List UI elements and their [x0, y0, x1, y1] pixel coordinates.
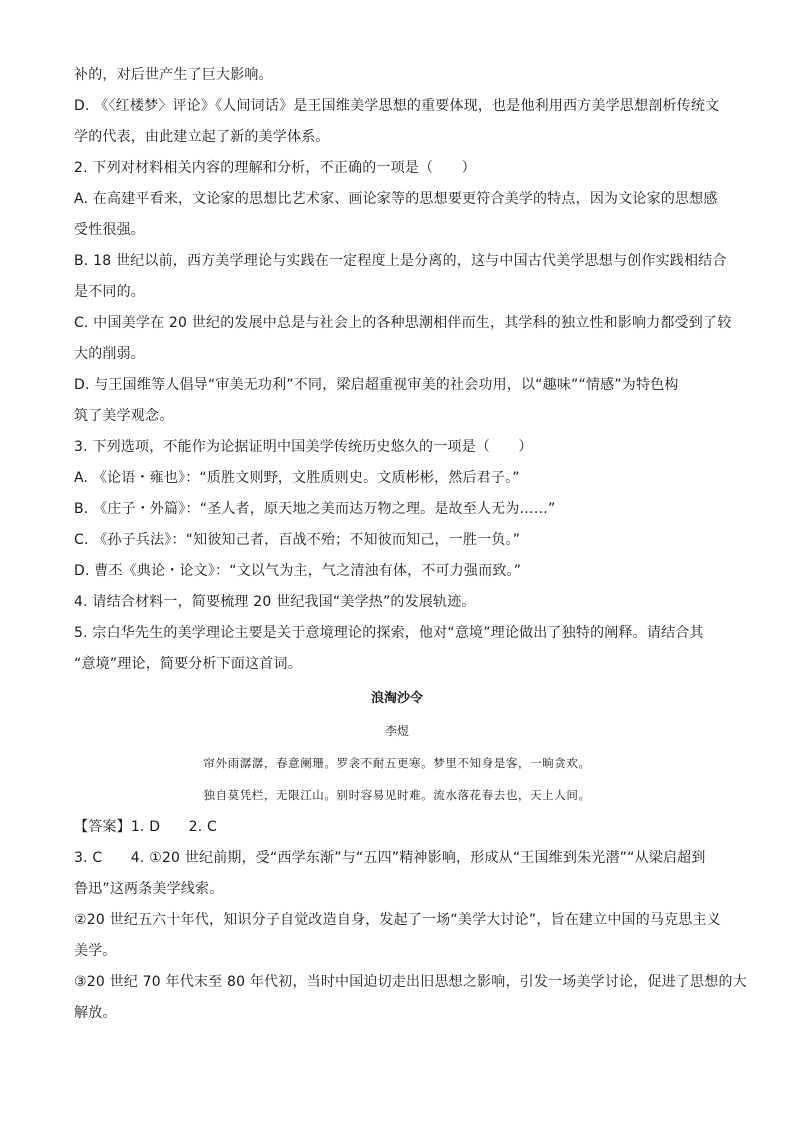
- option-d-line: D. 与王国维等人倡导“审美无功利”不同，梁启超重视审美的社会功用，以“趣味”“情感”为特色构: [74, 377, 679, 393]
- option-a-line: A. 在高建平看来，文论家的思想比艺术家、画论家等的思想要更符合美学的特点，因为文论家的思想感: [74, 191, 718, 207]
- answer-line: 美学。: [74, 943, 117, 959]
- text-line: 筑了美学观念。: [74, 408, 174, 424]
- text-line: 学的代表，由此建立起了新的美学体系。: [74, 129, 330, 145]
- option-c-line: C. 《孙子兵法》：“知彼知己者，百战不殆；不知彼而知己，一胜一负。”: [74, 532, 521, 548]
- option-d-line: D. 曹丕《典论・论文》：“文以气为主，气之清浊有体，不可力强而致。”: [74, 563, 522, 579]
- poem-author: 李煜: [384, 724, 409, 738]
- text-line: 补的，对后世产生了巨大影响。: [74, 67, 273, 83]
- poem-title: 浪淘沙令: [370, 691, 423, 706]
- option-c-line: C. 中国美学在 20 世纪的发展中总是与社会上的各种思潮相伴而生，其学科的独立性和影响力都受到了较: [74, 315, 732, 331]
- option-b-line: B. 《庄子・外篇》：“圣人者，原天地之美而达万物之理。是故至人无为……”: [74, 501, 556, 517]
- question-3: 3. 下列选项，不能作为论据证明中国美学传统历史悠久的一项是（ ）: [74, 439, 533, 455]
- answer-line: 鲁迅”这两条美学线索。: [74, 881, 224, 897]
- answer-line: 解放。: [74, 1005, 117, 1021]
- text-line: 受性很强。: [74, 222, 145, 238]
- option-b-line: B. 18 世纪以前，西方美学理论与实践在一定程度上是分离的，这与中国古代美学思想与创作实践相结合: [74, 253, 727, 269]
- answer-line: ②20 世纪五六十年代，知识分子自觉改造自身，发起了一场“美学大讨论”，旨在建立中国的马克思主义: [74, 912, 721, 928]
- question-4: 4. 请结合材料一，简要梳理 20 世纪我国“美学热”的发展轨迹。: [74, 594, 476, 610]
- answer-line: 3. C 4. ①20 世纪前期，受“西学东渐”与“五四”精神影响，形成从“王国维到朱光潜”“从梁启超到: [74, 850, 706, 866]
- text-line: “意境”理论，简要分析下面这首词。: [74, 656, 302, 672]
- text-line: 大的削弱。: [74, 346, 145, 362]
- answer-tag: 【答案】: [74, 819, 131, 835]
- answer-line: ③20 世纪 70 年代末至 80 年代初，当时中国迫切走出旧思想之影响，引发一场美学讨论，促进了思想的大: [74, 974, 747, 990]
- option-a-line: A. 《论语・雍也》：“质胜文则野，文胜质则史。文质彬彬，然后君子。”: [74, 470, 520, 486]
- text-line: 是不同的。: [74, 284, 145, 300]
- question-5: 5. 宗白华先生的美学理论主要是关于意境理论的探索，他对“意境”理论做出了独特的阐释。请结合其: [74, 625, 704, 641]
- answer-text: 1. D 2. C: [130, 819, 217, 835]
- option-d-line: D. 《〈红楼梦〉评论》《人间词话》是王国维美学思想的重要体现，也是他利用西方美学思想剖析传统文: [74, 98, 720, 114]
- question-2: 2. 下列对材料相关内容的理解和分析，不正确的一项是（ ）: [74, 160, 476, 176]
- answer-first-line: [74, 818, 217, 836]
- poem-line: 帘外雨潺潺，春意阑珊。罗衾不耐五更寒。梦里不知身是客，一晌贪欢。: [203, 756, 591, 770]
- poem-line: 独自莫凭栏，无限江山。别时容易见时难。流水落花春去也，天上人间。: [203, 788, 591, 802]
